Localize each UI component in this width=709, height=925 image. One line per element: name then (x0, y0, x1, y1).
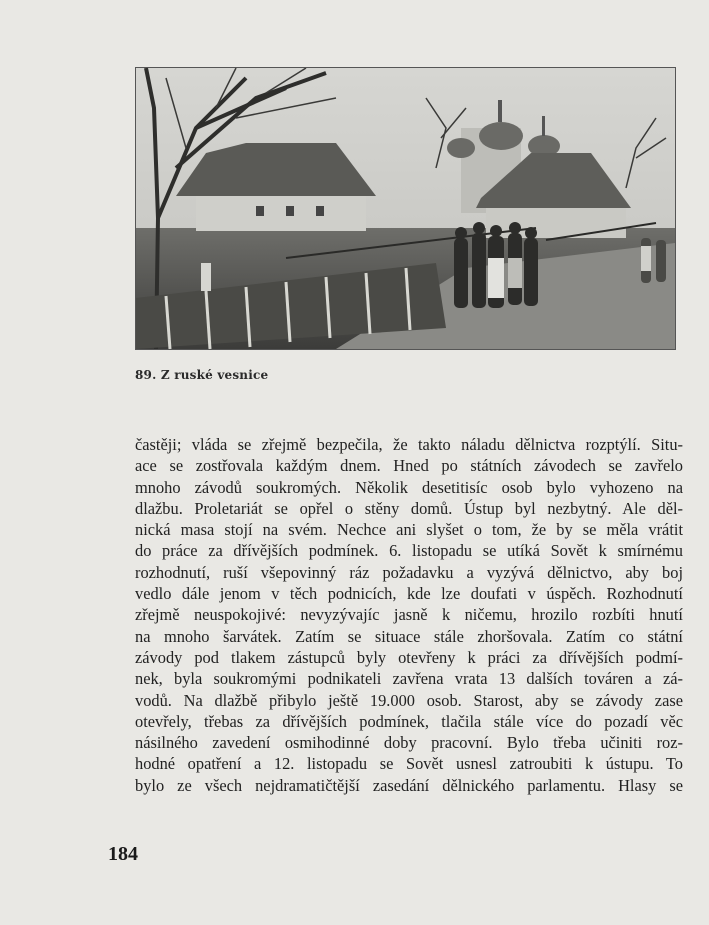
text-line: mnoho závodů soukromých. Několik desetitisíc osob bylo vyhozeno na (135, 477, 683, 497)
text-line: dlažbu. Proletariát se opřel o stěny domů. Ústup byl nezbytný. Ale děl- (135, 498, 683, 518)
text-line: nická masa stojí na svém. Nechce ani slyšet o tom, že by se měla vrátit (135, 520, 683, 540)
text-line: nek, byla soukromými podnikateli zavřena vrata 13 dalších továren a zá- (135, 669, 683, 689)
text-line: zřejmě neuspokojivé: nevyzývajíc jasně k ničemu, hrozilo rozbíti hnutí (135, 605, 683, 625)
text-line: ace se zostřovala každým dnem. Hned po státních závodech se zavřelo (135, 456, 683, 476)
text-line: vodů. Na dlažbě přibylo ještě 19.000 osob. Starost, aby se závody zase (135, 690, 683, 710)
text-line: závody pod tlakem zástupců byly otevřeny k práci za dřívějších podmí- (135, 647, 683, 667)
page-number: 184 (108, 843, 138, 865)
text-line: otevřely, třebas za dřívějších podmínek, tlačila stále více do pozadí věc (135, 711, 683, 731)
figure-caption: 89. Z ruské vesnice (135, 368, 269, 382)
text-line: na mnoho šarvátek. Zatím se situace stále zhoršovala. Zatím co státní (135, 626, 683, 646)
text-line: násilného zavedení osmihodinné doby pracovní. Bylo třeba učiniti roz- (135, 733, 683, 753)
text-line: hodné opatření a 12. listopadu se Sovět usnesl zatroubiti k ústupu. To (135, 754, 683, 774)
text-line: do práce za dřívějších podmínek. 6. listopadu se utíká Sovět k smírnému (135, 541, 683, 561)
text-line: bylo ze všech nejdramatičtější zasedání dělnického parlamentu. Hlasy se (135, 775, 683, 795)
text-line: vedlo dále jenom v těch podnicích, kde lze doufati v úspěch. Rozhodnutí (135, 584, 683, 604)
body-text (135, 434, 683, 796)
text-line: rozhodnutí, ruší všepovinný ráz požadavku a vyzývá dělnictvo, aby boj (135, 562, 683, 582)
text-line: častěji; vláda se zřejmě bezpečila, že takto náladu dělnictva rozptýlí. Situ- (135, 435, 683, 454)
village-scene-illustration (136, 68, 675, 349)
village-photograph (135, 67, 676, 350)
